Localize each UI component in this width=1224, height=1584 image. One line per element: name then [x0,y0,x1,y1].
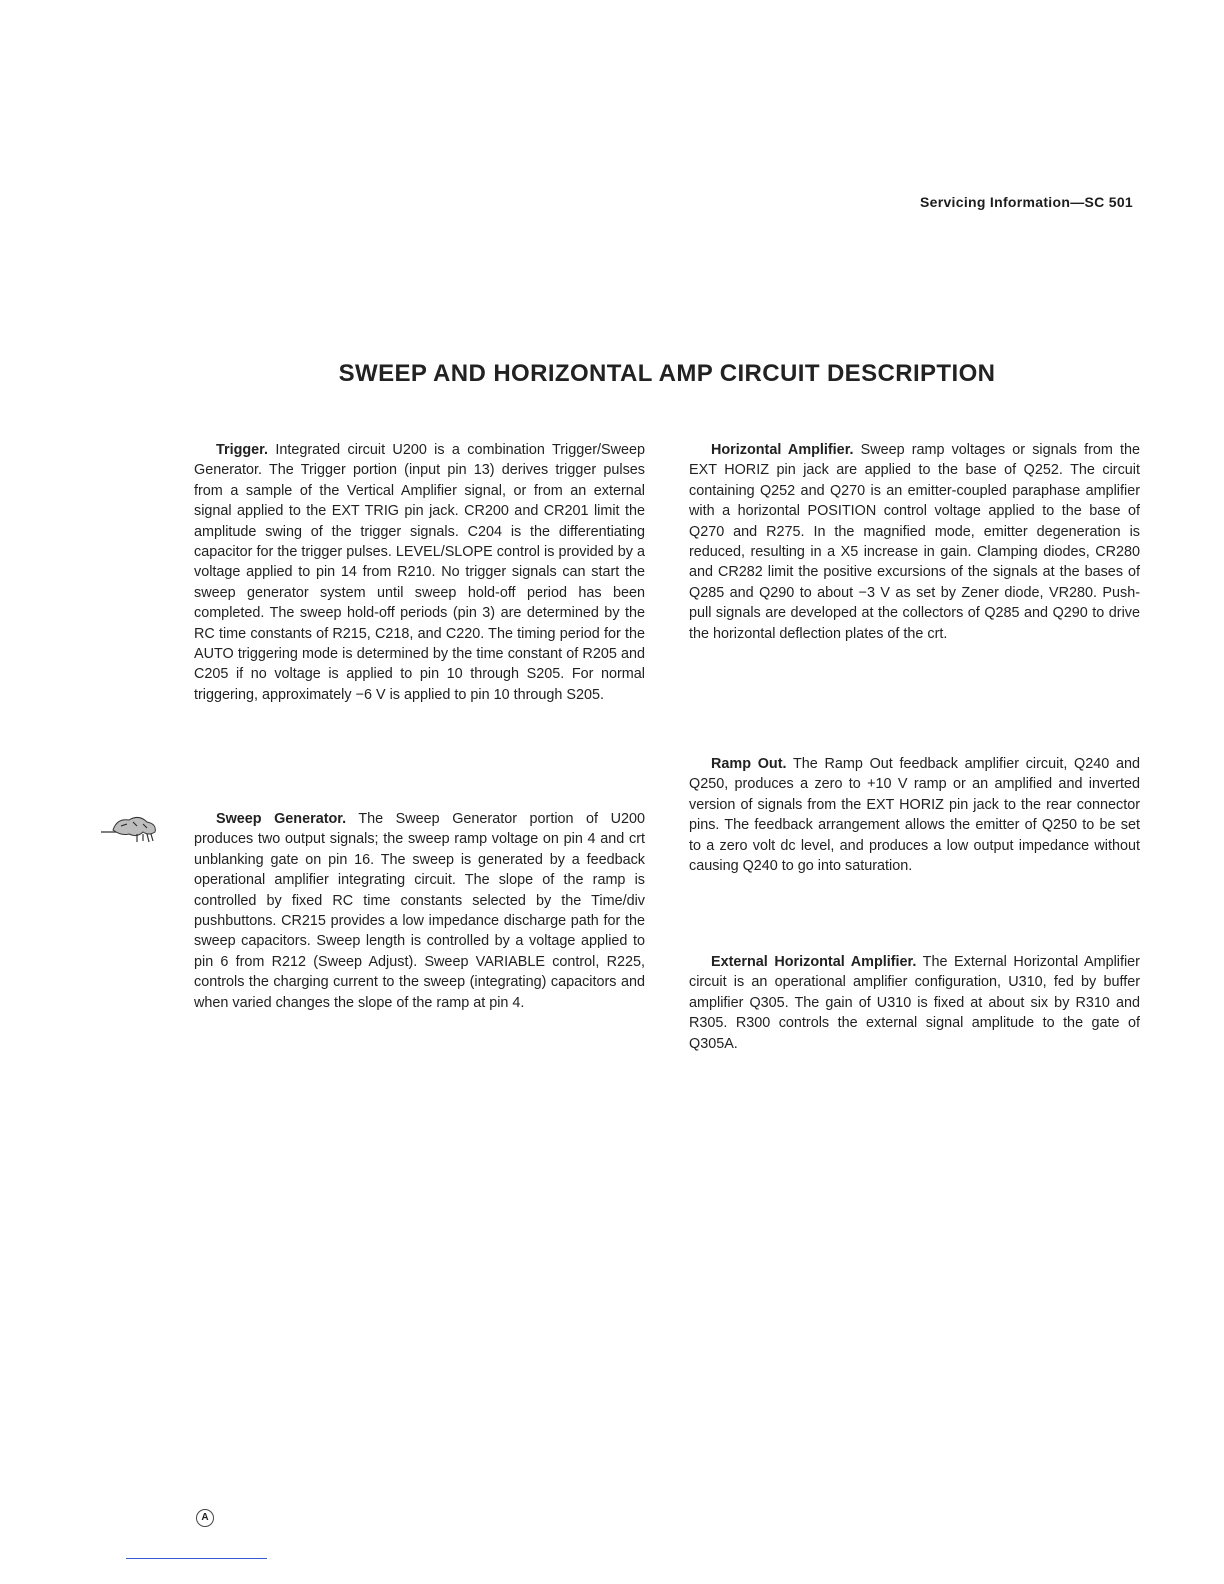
running-head: Servicing Information—SC 501 [919,194,1133,210]
section-body: Integrated circuit U200 is a combination Trigger/Sweep Generator. The Trigger portion (input pin 13) derives trigger pulses from a sample of the Vertical Amplifier signal, or from an external signal applied to the EXT TRIG pin jack. CR200 and CR201 limit the amplitude swing of the trigger signals. C204 is the differentiating capacitor for the trigger pulses. LEVEL/SLOPE control is provided by a voltage applied to pin 14 from R210. No trigger signals can start the sweep generator system until sweep hold-off period has been completed. The sweep hold-off periods (pin 3) are determined by the RC time constants of R215, C218, and C220. The timing period for the AUTO triggering mode is determined by the time constant of R205 and C205 if no voltage is applied to pin 10 through S205. For normal triggering, approximately −6 V is applied to pin 10 through S205. [194,442,646,703]
section-heading: Horizontal Amplifier. [711,442,854,458]
section-body: The Sweep Generator portion of U200 produces two output signals; the sweep ramp voltage on pin 4 and crt unblanking gate on pin 16. The sweep is generated by a feedback operational amplifier integrating circuit. The slope of the ramp is controlled by fixed RC time constants selected by the Time/div pushbuttons. CR215 provides a low impedance discharge path for the sweep capacitors. Sweep length is controlled by a voltage applied to pin 6 from R212 (Sweep Adjust). Sweep VARIABLE control, R225, controls the charging current to the sweep (integrating) capacitors and when varied changes the slope of the ramp at pin 4. [194,811,645,1011]
revision-mark-icon: A [196,1509,214,1527]
section-heading: External Horizontal Amplifier. [711,954,917,970]
change-marker-icon [99,812,165,844]
footer-rule [126,1558,267,1559]
section-heading: Trigger. [216,442,268,458]
section-horizontal-amplifier [689,440,1140,644]
section-body: The Ramp Out feedback amplifier circuit, Q240 and Q250, produces a zero to +10 V ramp or an amplified and inverted version of signals from the EXT HORIZ pin jack to the rear connector pins. The feedback arrangement allows the emitter of Q250 to be set to a zero volt dc level, and produces a low output impedance without causing Q240 to go into saturation. [689,756,1140,875]
section-sweep-generator [194,809,645,1013]
section-heading: Sweep Generator. [216,811,347,827]
section-external-horizontal-amplifier [689,952,1140,1054]
section-trigger [194,440,645,705]
section-ramp-out [689,754,1140,876]
page-title: SWEEP AND HORIZONTAL AMP CIRCUIT DESCRIPTION [338,360,996,387]
section-body: The External Horizontal Amplifier circuit is an operational amplifier configuration, U310, fed by buffer amplifier Q305. The gain of U310 is fixed at about six by R310 and R305. R300 controls the external signal amplitude to the gate of Q305A. [689,954,1140,1052]
section-heading: Ramp Out. [711,756,787,772]
section-body: Sweep ramp voltages or signals from the EXT HORIZ pin jack are applied to the base of Q252. The circuit containing Q252 and Q270 is an emitter-coupled paraphase amplifier with a horizontal POSITION control voltage applied to the base of Q270 and R275. In the magnified mode, emitter degeneration is reduced, resulting in a X5 increase in gain. Clamping diodes, CR280 and CR282 limit the positive excursions of the signals at the bases of Q285 and Q290 to about −3 V as set by Zener diode, VR280. Push-pull signals are developed at the collectors of Q285 and Q290 to drive the horizontal deflection plates of the crt. [689,442,1140,642]
